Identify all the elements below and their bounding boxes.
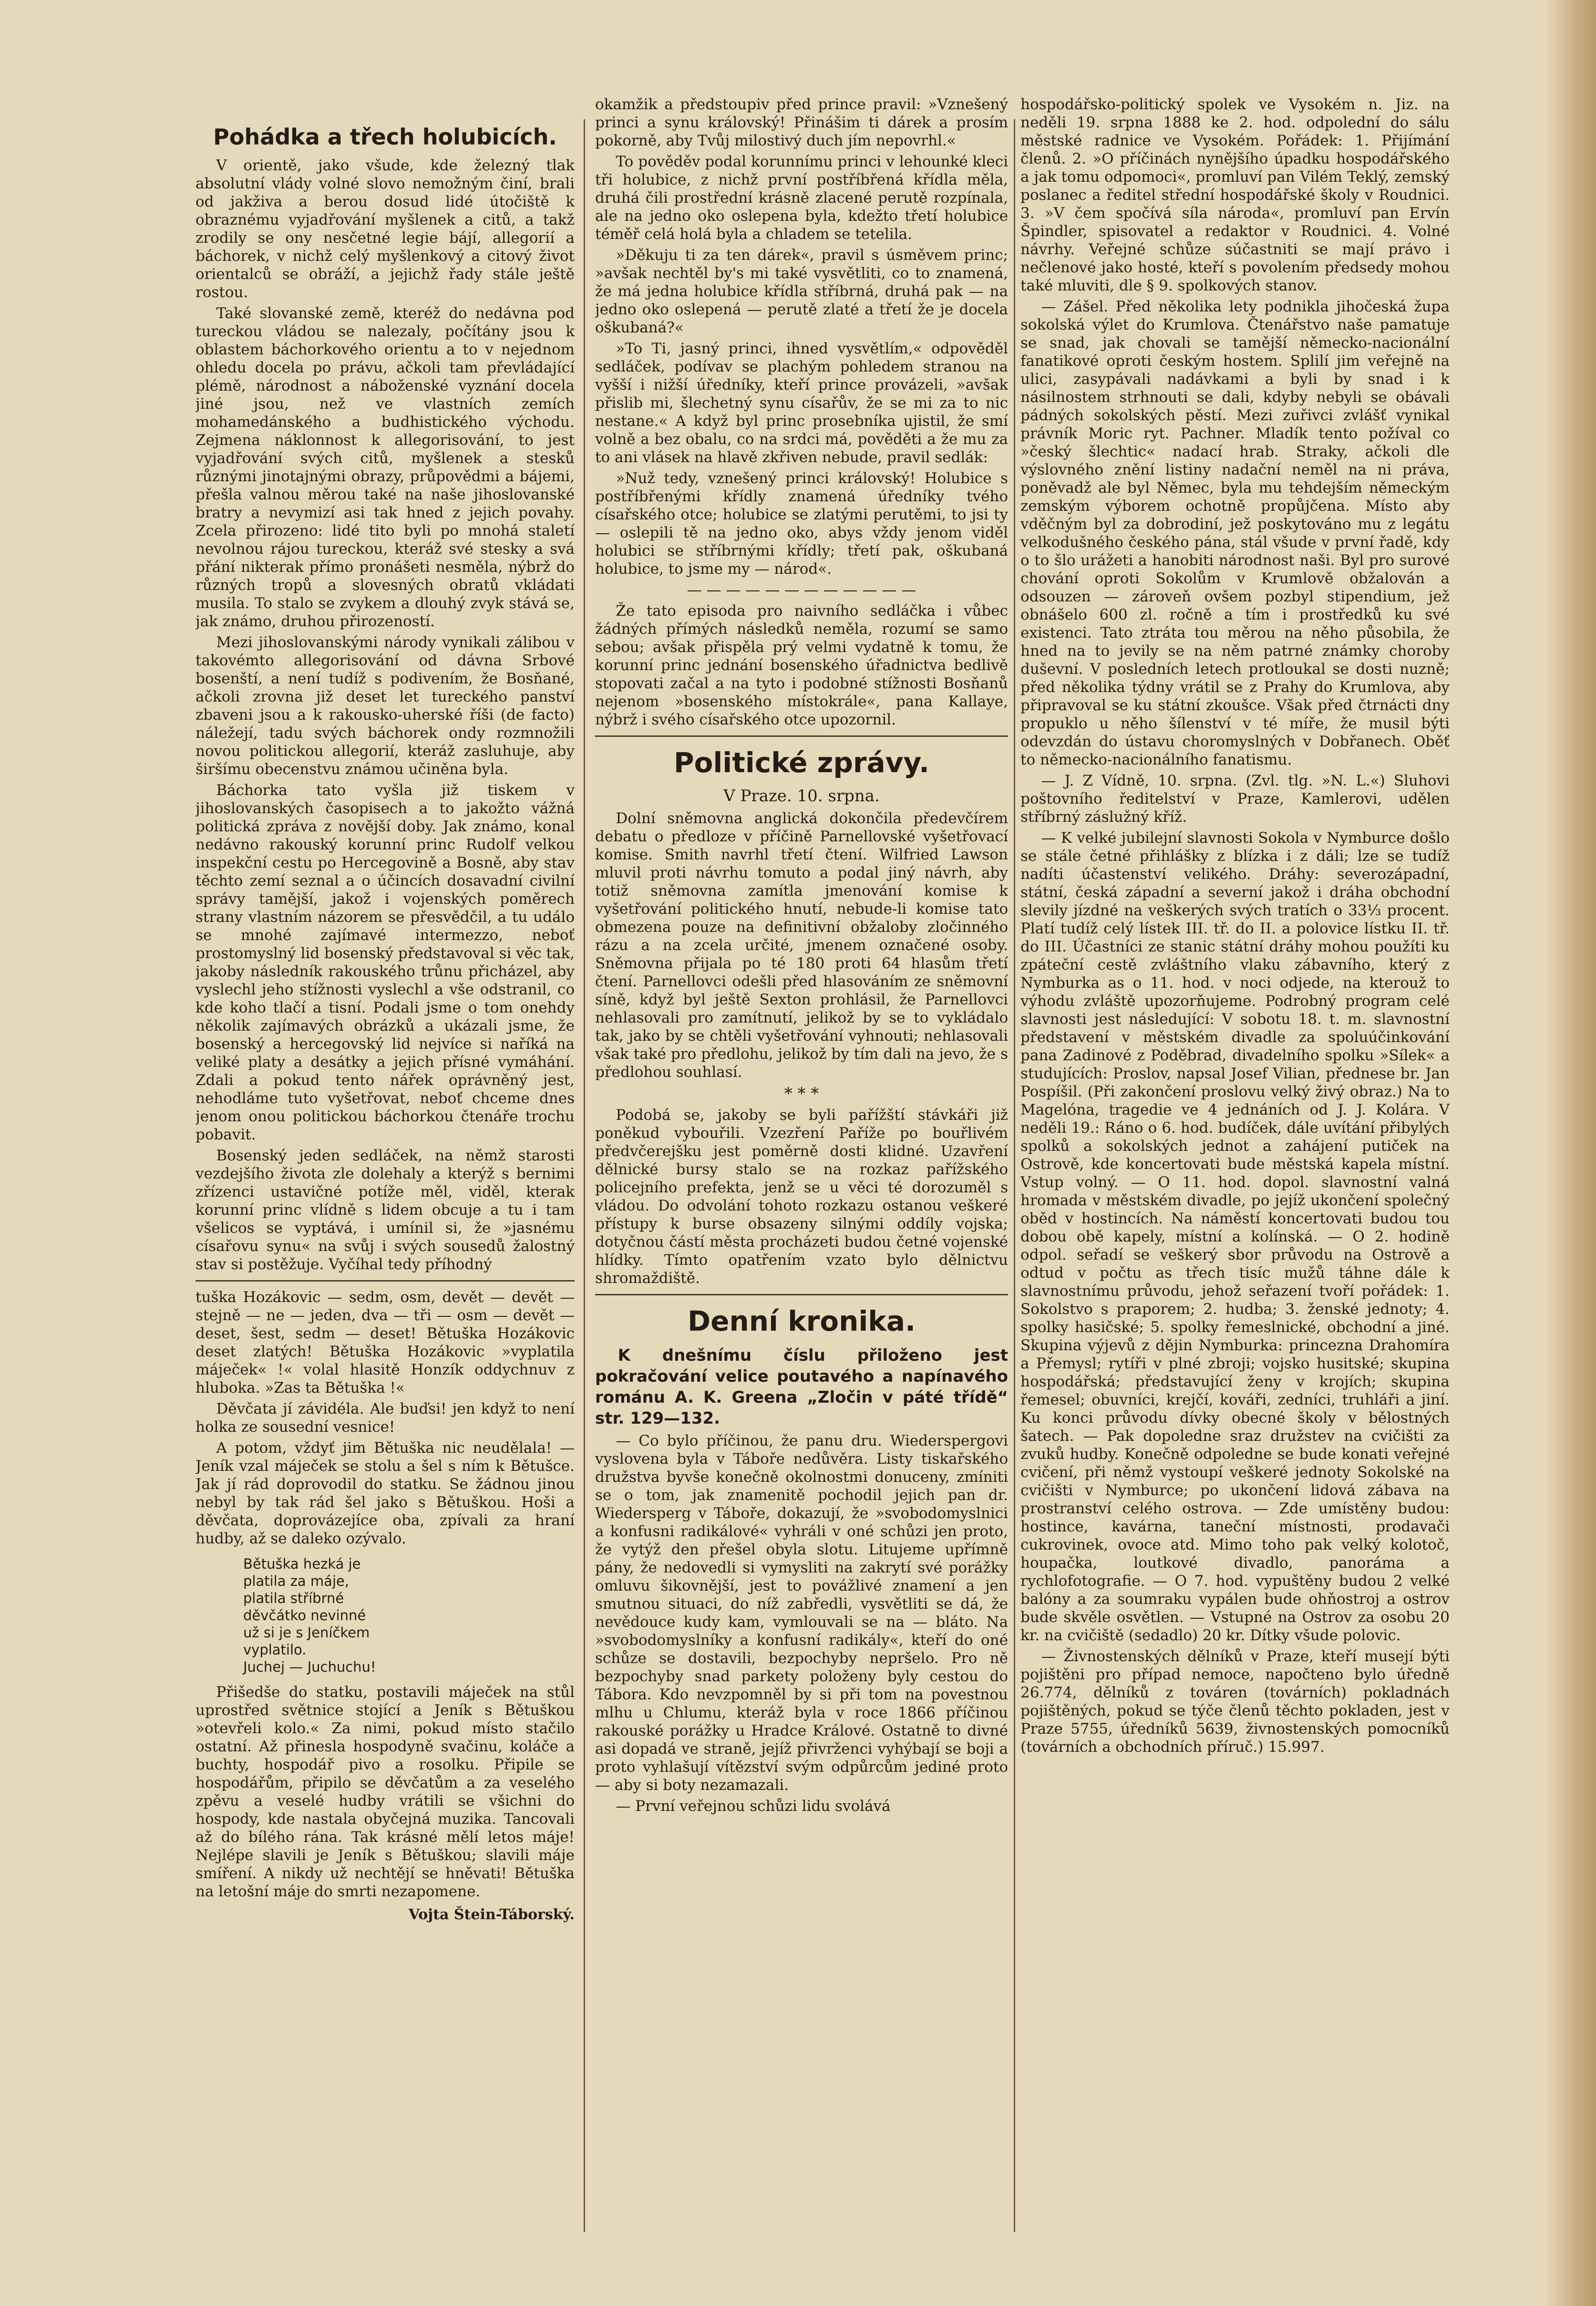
column-right — [1020, 95, 1450, 1759]
column-rule — [1014, 119, 1015, 2232]
news-paragraph: Dolní sněmovna anglická dokončila předevčírem debatu o předloze v příčině Parnellovské vyšetřovací komise. Smith navrhl třetí čtení. Wilfried Lawson mluvil proti návrhu tomuto a podal jiný návrh, aby totiž sněmovna zamítla jmenování komise k vyšetřování politického hnutí, nebude-li komise tato obmezena pouze na definitivní obžaloby zločinného rázu a na zcela určité, jmenem označené osoby. Sněmovna přijala po té 180 proti 64 hlasům třetí čtení. Parnellovci odešli před hlasováním ze sněmovní síně, když byl ještě Sexton prohlásil, že Parnellovci nehlasovali pro zamítnutí, jelikož by se to vykládalo tak, jako by se chtěli vyšetřování vyhnouti; nehlasovali však také pro předlohu, jelikož by tím dali na jevo, že s předlohou souhlasí. — [595, 810, 1008, 1081]
dateline: V Praze. 10. srpna. — [723, 786, 880, 806]
column-rule — [584, 119, 585, 2232]
news-paragraph: — Zášel. Před několika lety podnikla jihočeská župa sokolská výlet do Krumlova. Čtenářstvo naše pamatuje se snad, jak chovali se tamější německo-nacionální fanatikové oproti českým hostem. Splilí jim veřejně na ulici, zasypávali nadávkami a byli by snad i k násilnostem strhnouti se dali, kdyby nebyli se obávali pádných sokolských pěstí. Mezi zuřivci zvlášť vynikal právník Moric ryt. Pachner. Mladík tento požíval co »český šlechtic« nadací hrab. Straky, ačkoli dle výslovného znění listiny nadační neměl na ni práva, poněvadž ale byl Němec, byla mu tehdejším německým zemským výborem ochotně propůjčena. Místo aby vděčným byl za dobrodiní, jež poskytováno mu z legátu velkodušného českého pána, stál všude v první řadě, kdy o to šlo urážeti a hanobiti národnost naši. Byl pro surové chování oproti Sokolům v Krumlově obžalován a odsouzen — zároveň ovšem pozbyl stipendium, jež obnášelo 600 zl. ročně a tím i prostředků ku své existenci. Tato ztráta tou měrou na něho působila, že hned na to jevily se na něm patrné známky choroby duševní. V posledních letech protloukal se dosti nuzně; před několika týdny vrátil se z Prahy do Krumlova, aby připravoval se ku státní zkoušce. Však před čtrnácti dny propuklo u něho šílenství v té míře, že musil býti odevzdán do ústavu choromyslných v Dobřanech. Oběť to německo-nacionálního fanatismu. — [1020, 298, 1450, 768]
news-paragraph: — Živnostenských dělníků v Praze, kteří musejí býti pojištěni pro případ nemoce, napočteno bylo úředně 26.774, dělníků z továren (továrních) pokladnách pojištěných, pokud se týče členů těchto pokladen, jest v Praze 5755, úředníků 5639, živnostenských pomocníků (továrních a obchodních příruč.) 15.997. — [1020, 1648, 1450, 1756]
section-heading-chronicle: Denní kronika. — [687, 1305, 916, 1337]
song-line: platila stříbrné — [243, 1590, 344, 1606]
section-divider — [595, 1294, 1008, 1295]
news-paragraph: — K velké jubilejní slavnosti Sokola v Nymburce došlo se stále četné přihlášky z blízka i z dáli; lze se tudíž nadíti účastenství velikého. Dráhy: severozápadní, státní, česká západní a severní jakož i dráha obchodní slevily jízdné na veškerých svých tratích o 33⅓ procent. Platí tudíž celý lístek III. tř. do II. a polovice lístku II. tř. do III. Účastníci ze stanic státní dráhy mohou použíti ku zpáteční cestě zvláštního vlaku zábavního, který z Nymburka as o 11. hod. v noci odjede, na kterouž to výhodu zvláště upozorňujeme. Podrobný program celé slavnosti jest následující: V sobotu 18. t. m. slavnostní představení v městském divadle za spoluúčinkování pana Zadinové z Poděbrad, divadelního spolku »Sílek« a studujících: Proslov, napsal Josef Vilian, přednese br. Jan Pospíšil. (Při zakončení proslovu velký živý obraz.) Na to Magelóna, tragedie ve 4 jednáních od J. J. Kolára. V neděli 19.: Ráno o 6. hod. budíček, dále uvítání přibylých spolků a sokolských jednot a zahájení putiček na Ostrově, kde koncertovati bude městská kapela místní. Vstup volný. — O 11. hod. dopol. slavnostní valná hromada v městském divadle, po jejíž ukončení společný oběd v hostincích. Na náměstí koncertovati budou tou dobou obě kapely, místní a kolínská. — O 2. hodině odpol. seřadí se veškerý sbor průvodu na Ostrově a odtud v počtu as třech tisíc mužů táhne dále k slavnostnímu průvodu, jehož seřazení tvoří pořádek: 1. Sokolstvo s praporem; 2. hudba; 3. ženské jednoty; 4. spolky hasičské; 5. spolky řemeslnické, obchodní a jiné. Skupina výjevů z dějin Nymburka: princezna Drahomíra a Přemysl; rytíři v plné zbroji; vojsko husitské; skupina hospodářská; představující ženy v krojích; skupina řemesel; obuvníci, krejčí, kováři, zedníci, truhláři a jiní. Ku konci průvodu dívky obecné školy v bělostných šatech. — Pak dopoledne sraz družstev na cvičišti za zvuků hudby. Konečně odpoledne se bude konati veřejné cvičení, při němž vystoupí veškeré jednoty Sokolské na cvičišti v Nymburce; po ukončení lidová zábava na prostranství celého ostrova. — Zde umístěny budou: hostince, kavárna, taneční místnosti, prodavači cukrovinek, ovoce atd. Mimo toho pak velký kolotoč, houpačka, loutkové divadlo, panoráma a rychlofotografie. — O 7. hod. vypuštěny budou 2 velké balóny a za soumraku vypálen bude ohňostroj a ostrov bude skvěle osvětlen. — Vstupné na Ostrov za osobu 20 kr. na cvičiště (sedadlo) 20 kr. Dítky všude polovic. — [1020, 829, 1450, 1644]
story-paragraph: »Děkuju ti za ten dárek«, pravil s úsměvem princ; »avšak nechtěl by's mi také vysvětliti, co to znamená, že má jedna holubice křídla stříbrná, druhá pak — na jedno oko oslepená — perutě zlaté a třetí že je docela oškubaná?« — [595, 247, 1008, 336]
dash-line: — — — — — — — — — — — — — [687, 581, 916, 599]
news-paragraph: hospodářsko-politický spolek ve Vysokém n. Jiz. na neděli 19. srpna 1888 ke 2. hod. odpolední do sálu městské radnice ve Vysokém. Pořádek: 1. Přijímání členů. 2. »O příčinách nynějšího úpadku hospodářského a jak tomu odpomoci«, promluví pan Vilém Teklý, zemský poslanec a ředitel střední hospodářské školy v Roudnici. 3. »V čem spočívá síla národa«, promluví pan Ervín Špindler, spisovatel a redaktor v Roudnici. 4. Volné návrhy. Veřejné schůze súčastniti se mají právo i nečlenové jako hosté, kteří s povolením předsedy mohou také mluviti, dle § 9. spolkových stanov. — [1020, 96, 1450, 294]
song-line: už si je s Jeníčkem — [243, 1624, 370, 1641]
story-paragraph: Také slovanské země, kteréž do nedávna pod tureckou vládou se nalezaly, počítány jsou k oblastem báchorkového orientu a to v nejednom ohledu docela po právu, ačkoli tam převládající plémě, národnost a náboženské vyznání docela jiné jsou, než ve vlastních zemích mohamedánského a budhistického východu. Zejmena náklonnost k allegorisování, to jest vyjadřování svých citů, myšlenek a stesků různými jinotajnými obrazy, průpovědmi a bájemi, přešla valnou měrou také na naše jihoslovanské bratry a nevymizí asi tak hned z jejich povahy. Zcela přirozeno: lidé tito byli po mnohá staletí nevolnou rájou tureckou, kteráž své stesky a svá přání nikterak přímo pronášeti nesměla, nýbrž do různých tropů a slovesných obratů vkládati musila. To stalo se zvykem a dlouhý zvyk stává se, jak známo, druhou přirozeností. — [196, 305, 575, 630]
song-line: vyplatilo. — [243, 1642, 307, 1658]
song-line: Juchej — Juchuchu! — [243, 1659, 376, 1675]
section-divider — [595, 735, 1008, 737]
supplement-notice: K dnešnímu číslu přiloženo jest pokračování velice poutavého a napínavého románu A. K. Greena „Zločin v páté třídě“ str. 129—132. — [595, 1346, 1008, 1428]
news-paragraph: — První veřejnou schůzi lidu svolává — [616, 1798, 891, 1815]
feuilleton-paragraph: A potom, vždyť jim Bětuška nic neudělala! — Jeník vzal máječek se stolu a šel s ním k Bětušce. Jak jí rád doprovodil do statku. Se žádnou jinou nebyl by tak rád šel jako s Bětuškou. Hoši a děvčata, doprovázejíce oba, zpívali za hraní hudby, až se daleko ozývalo. — [196, 1439, 575, 1547]
story-paragraph: okamžik a předstoupiv před prince pravil: »Vznešený princi a synu královský! Přinášim ti dárek a prosím pokorně, aby Tvůj milostivý duch jím nepovrhl.« — [595, 96, 1008, 149]
page-spine-shadow — [1544, 0, 1596, 2306]
section-divider — [196, 1280, 575, 1282]
column-left — [196, 95, 575, 1923]
story-paragraph: Mezi jihoslovanskými národy vynikali zálibou v takovémto allegorisování od dávna Srbové bosenští, a není tudíž s podivením, že Bosňané, ačkoli zrovna již deset let tureckého panství zbaveni jsou a k rakousko-uherské říši (de facto) náležejí, tadu svých báchorek ondy rozmnožili novou politickou allegorií, kteráž zasluhuje, aby širšímu obecenstvu známou učiněna byla. — [196, 634, 575, 778]
author-signature: Vojta Štein-Táborský. — [408, 1906, 575, 1923]
story-paragraph: Že tato episoda pro naivního sedláčka i vůbec žádných přímých následků neměla, rozumí se samo sebou; avšak přispěla prý velmi vydatně k tomu, že korunní princ jednání bosenského úřadnictva bedlivě stopovati začal a na tyto i podobné stížnosti Bosňanů nejenom »bosenského místokrále«, pana Kallaye, nýbrž i svého císařského otce upozornil. — [595, 602, 1008, 728]
news-paragraph: — J. Z Vídně, 10. srpna. (Zvl. tlg. »N. L.«) Sluhovi poštovního ředitelství v Praze, Kamlerovi, udělen stříbrný záslužný kříž. — [1020, 772, 1450, 826]
song-line: Bětuška hezká je — [243, 1556, 361, 1572]
feuilleton-paragraph: Přišedše do statku, postavili máječek na stůl uprostřed světnice stojící a Jeník s Bětuškou »otevřeli kolo.« Za nimi, pokud místo stačilo ostatní. Až přinesla hospodyně svačinu, koláče a buchty, hospodář pivo a rosolku. Připile se hospodářům, připilo se děvčatům a za veselého zpěvu a veselé hudby vrátili se všichni do hospody, kde nastala obyčejná muzika. Tancovali až do bílého rána. Tak krásné mělí letos máje! Nejlépe slavili je Jeník s Bětuškou; slavili máje smíření. A nikdy už nechtějí se hněvati! Bětuška na letošní máje do smrti nezapomene. — [196, 1684, 575, 1900]
song-line: děvčátko nevinné — [243, 1607, 366, 1624]
column-middle — [595, 95, 1008, 1818]
story-paragraph: V orientě, jako všude, kde železný tlak absolutní vlády volné slovo nemožným činí, brali od jakživa a berou dosud lidé útočiště k obraznému vyjadřování myšlenek a citů, a takž zrodily se ony nesčetné legie bájí, allegorií a báchorek, v nichž celý myšlenkový a citový život orientalců se obráží, a jejichž řady stále ještě rostou. — [196, 157, 575, 301]
story-paragraph: Báchorka tato vyšla již tiskem v jihoslovanských časopisech a to jakožto vážná politická zpráva z novější doby. Jak známo, konal nedávno rakouský korunní princ Rudolf velkou inspekční cestu po Hercegovině a Bosně, aby stav těchto zemí seznal a o účincích dosavadní civilní správy tamější, jakož i vojenských poměrech strany vlastním názorem se přesvědčil, a tu událo se mnohé zajímavé intermezzo, neboť prostomyslný lid bosenský představoval si věc tak, jakoby následník rakouského trůnu přicházel, aby vyslechl jeho stížnosti vyslechl a vše odstranil, co kde koho tlačí a tisní. Podali jsme o tom onehdy několik zajímavých obrázků a ukázali jsme, že bosenský a hercegovský lid nejvíce si naříká na veliké platy a desátky a jejich přísné vymáhání. Zdali a pokud tento nářek oprávněný jest, nehodláme tuto vyšetřovat, neboť chceme dnes jenom onou politickou báchorkou čtenáře trochu pobavit. — [196, 782, 575, 1143]
news-paragraph: Podobá se, jakoby se byli pařížští stávkáři již poněkud vybouřili. Vzezření Paříže po bouřlivém předvčerejšku jest poměrně dosti klidné. Uzavření dělnické bursy stalo se na rozkaz pařížského policejního prefekta, jenž se u věci té dorozuměl s vládou. Do odvolání tohoto rozkazu ostanou veškeré přístupy k burse obsazeny silnými oddíly vojska; dotyčnou částí města procházeti budou četné vojenské hlídky. Tímto opatřením vzato bylo dělnictvu shromaždiště. — [595, 1106, 1008, 1287]
section-heading-politics: Politické zprávy. — [674, 746, 929, 779]
song-line: platila za máje, — [243, 1573, 350, 1589]
feuilleton-paragraph: tuška Hozákovic — sedm, osm, devět — devět — stejně — ne — jeden, dva — tři — osm — devět — deset, šest, sedm — deset! Bětuška Hozákovic deset zlatých! Bětuška Hozákovic »vyplatila máječek« !« volal hlasitě Honzík oddychnuv z hluboka. »Zas ta Bětuška !« — [196, 1289, 575, 1396]
song-verse — [243, 1555, 575, 1675]
story-paragraph: Bosenský jeden sedláček, na němž starosti vezdejšího života zle dolehaly a kterýž s bernimi zřízenci ustavičné potíže měl, viděl, kterak korunní princ vlídně s lidem obcuje a tu i tam všelicos se vyptává, i umínil si, že »jasnému císařovu synu« na svůj i svých sousedů žalostný stav si postěžuje. Vyčíhal tedy příhodný — [196, 1147, 575, 1273]
story-paragraph: To pověděv podal korunnímu princi v lehounké kleci tři holubice, z nichž první postříbřená křídla měla, druhá čili prostřední krásně zlacené perutě rozpínala, ale na jedno oko oslepena byla, kdežto třetí holubice téměř celá holá byla a chladem se tetelila. — [595, 153, 1008, 243]
story-paragraph: »Nuž tedy, vznešený princi královský! Holubice s postříbřenými křídly znamená úředníky tvého císařského otce; holubice se zlatými perutěmi, to jsi ty — oslepili tě na jedno oko, abys vždy jenom viděl holubici se stříbrnými křídly; třetí pak, oškubaná holubice, to jsme my — národ«. — [595, 470, 1008, 578]
feuilleton-paragraph: Děvčata jí závidéla. Ale buďsi! jen když to není holka ze sousední vesnice! — [196, 1400, 575, 1436]
story-title: Pohádka a třech holubicích. — [213, 124, 557, 150]
news-paragraph: — Co bylo příčinou, že panu dru. Wiederspergovi vyslovena byla v Táboře nedůvěra. Listy tiskařského družstva byvše konečně okolnostmi donuceny, zmíniti se o tom, jak znamenitě pochodil jejich pan dr. Wiedersperg v Táboře, dokazují, že »svobodomyslnici a konfusni radikálové« vyhráli v oné schůzi jen proto, že vytýž den přešel obyla slotu. Litujeme upřímně pány, že nedovedli si vymysliti na zakrytí své porážky omluvu šikovnější, jest to povážlivé znamení a jen smutnou situaci, do níž zabředli, vysvětliti se dá, že nevědouce kudy kam, vymlouvali se na — bláto. Na »svobodomyslníky a konfusní radikály«, kteří do oné schůze se dostavili, bezpochyby nepršelo. Pro ně bezpochyby snad parkety položeny byly cestou do Tábora. Kdo nevzpomněl by si při tom na povestnou mlhu u Chlumu, kteráž byla v roce 1866 příčinou rakouské porážky u Hradce Králové. Ostatně to divné asi dopadá ve straně, jejíž přivrženci vyhýbají se boji a proto vyhlašují vítězství svým odpůrcům jediné proto — aby si boty nezamazali. — [595, 1432, 1008, 1794]
asterism: * * * — [784, 1084, 819, 1103]
story-paragraph: »To Ti, jasný princi, ihned vysvětlím,« odpověděl sedláček, podívav se plachým pohledem stranou na vyšší i nižší úředníky, kteří prince provázeli, »avšak přislib mi, šlechetný synu císařův, že se mi za to nic nestane.« A když byl princ prosebníka ujistil, že smí volně a bez obalu, co na srdci má, pověděti a že mu za to ani vlásek na hlavě zkřiven nebude, pravil sedlák: — [595, 340, 1008, 466]
